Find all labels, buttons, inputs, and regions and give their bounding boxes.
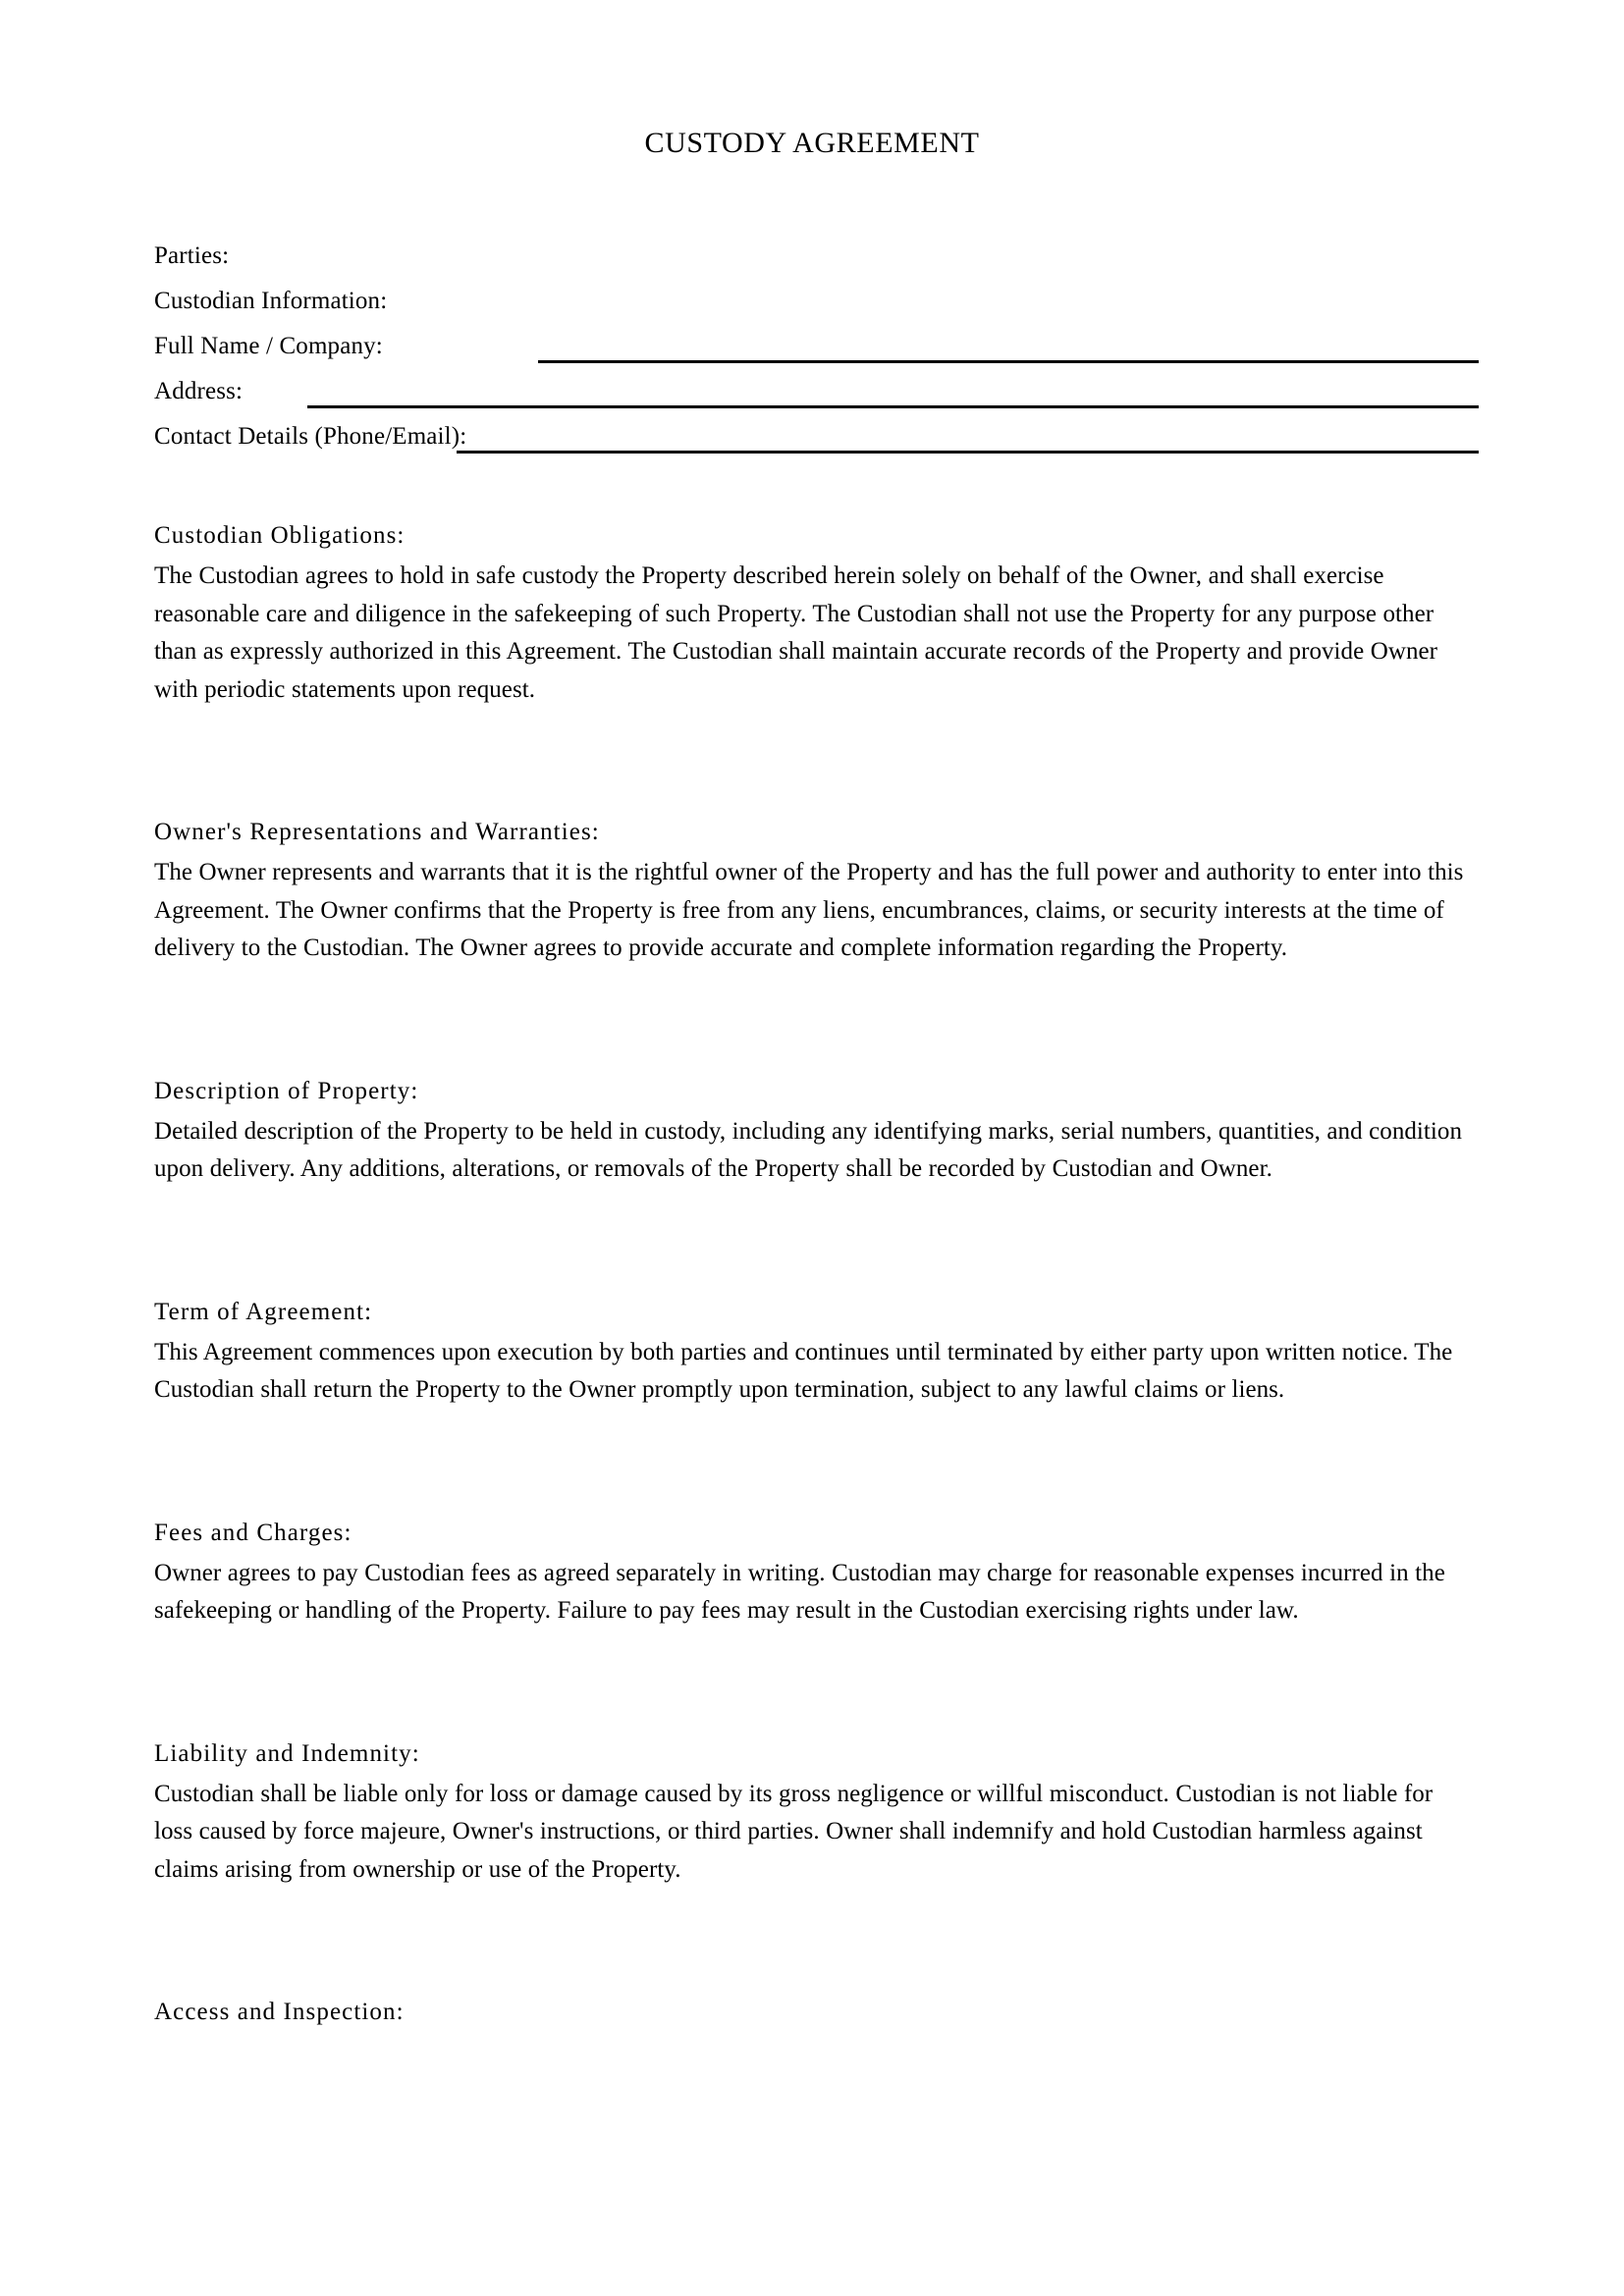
field-row-address xyxy=(154,369,1470,414)
section-fees-and-charges xyxy=(154,1512,1470,1630)
section-body: Custodian shall be liable only for loss or damage caused by its gross negligence or willful misconduct. Custodian is not liable for loss caused by force majeure, Owner's instructions, or third parties. Owner shall indemnify and hold Custodian harmless against claims arising from ownership or use of the Property. xyxy=(154,1780,1434,1883)
section-owners-representations-and-warranties xyxy=(154,811,1470,968)
field-label-address: Address: xyxy=(154,378,244,404)
section-body: The Custodian agrees to hold in safe custody the Property described herein solely on behalf of the Owner, and shall exercise reasonable care and diligence in the safekeeping of such Property. The Custodian shall not use the Property for any purpose other than as expressly authorized in this Agreement. The Custodian shall maintain accurate records of the Property and provide Owner with periodic statements upon request. xyxy=(154,562,1438,703)
spacer xyxy=(154,459,1470,514)
section-body: The Owner represents and warrants that it is the rightful owner of the Property and has the full power and authority to enter into this Agreement. The Owner confirms that the Property is free from any liens, encumbrances, claims, or security interests at the time of delivery to the Custodian. The Owner agrees to provide accurate and complete information regarding the Property. xyxy=(154,859,1464,961)
section-custodian-obligations xyxy=(154,514,1470,709)
section-description-of-property xyxy=(154,1070,1470,1189)
spacer xyxy=(154,1189,1470,1291)
field-row-contact-details xyxy=(154,414,1470,459)
section-body: Detailed description of the Property to be held in custody, including any identifying marks, serial numbers, quantities, and condition upon delivery. Any additions, alterations, or removals of the Property shall be recorded by Custodian and Owner. xyxy=(154,1117,1463,1182)
parties-label: Parties: xyxy=(154,242,230,269)
section-heading: Term of Agreement: xyxy=(154,1298,373,1325)
section-body: This Agreement commences upon execution by both parties and continues until terminated by either party upon written notice. The Custodian shall return the Property to the Owner promptly upon termination, subject to any lawful claims or liens. xyxy=(154,1338,1453,1403)
section-heading: Liability and Indemnity: xyxy=(154,1739,420,1767)
section-heading: Description of Property: xyxy=(154,1077,419,1104)
section-access-and-inspection xyxy=(154,1991,1470,2034)
spacer xyxy=(154,709,1470,811)
page-title: CUSTODY AGREEMENT xyxy=(644,127,980,159)
field-input-full-name[interactable] xyxy=(538,360,1479,363)
custodian-information-label: Custodian Information: xyxy=(154,288,388,314)
document-body xyxy=(154,234,1470,2034)
field-input-address[interactable] xyxy=(307,405,1479,408)
section-heading: Owner's Representations and Warranties: xyxy=(154,819,600,845)
section-heading: Custodian Obligations: xyxy=(154,522,406,549)
field-label-contact-details: Contact Details (Phone/Email): xyxy=(154,423,467,450)
field-input-contact-details[interactable] xyxy=(457,451,1479,454)
section-body: Owner agrees to pay Custodian fees as agreed separately in writing. Custodian may charge for reasonable expenses incurred in the safekeeping or handling of the Property. Failure to pay fees may result in the Custodian exercising rights under law. xyxy=(154,1559,1445,1624)
field-label-full-name: Full Name / Company: xyxy=(154,333,383,359)
spacer xyxy=(154,968,1470,1070)
section-heading: Access and Inspection: xyxy=(154,1999,405,2025)
section-term-of-agreement xyxy=(154,1291,1470,1410)
section-liability-and-indemnity xyxy=(154,1733,1470,1890)
spacer xyxy=(154,1630,1470,1733)
section-heading: Fees and Charges: xyxy=(154,1519,352,1546)
spacer xyxy=(154,1889,1470,1991)
spacer xyxy=(154,1410,1470,1512)
field-row-full-name xyxy=(154,324,1470,369)
